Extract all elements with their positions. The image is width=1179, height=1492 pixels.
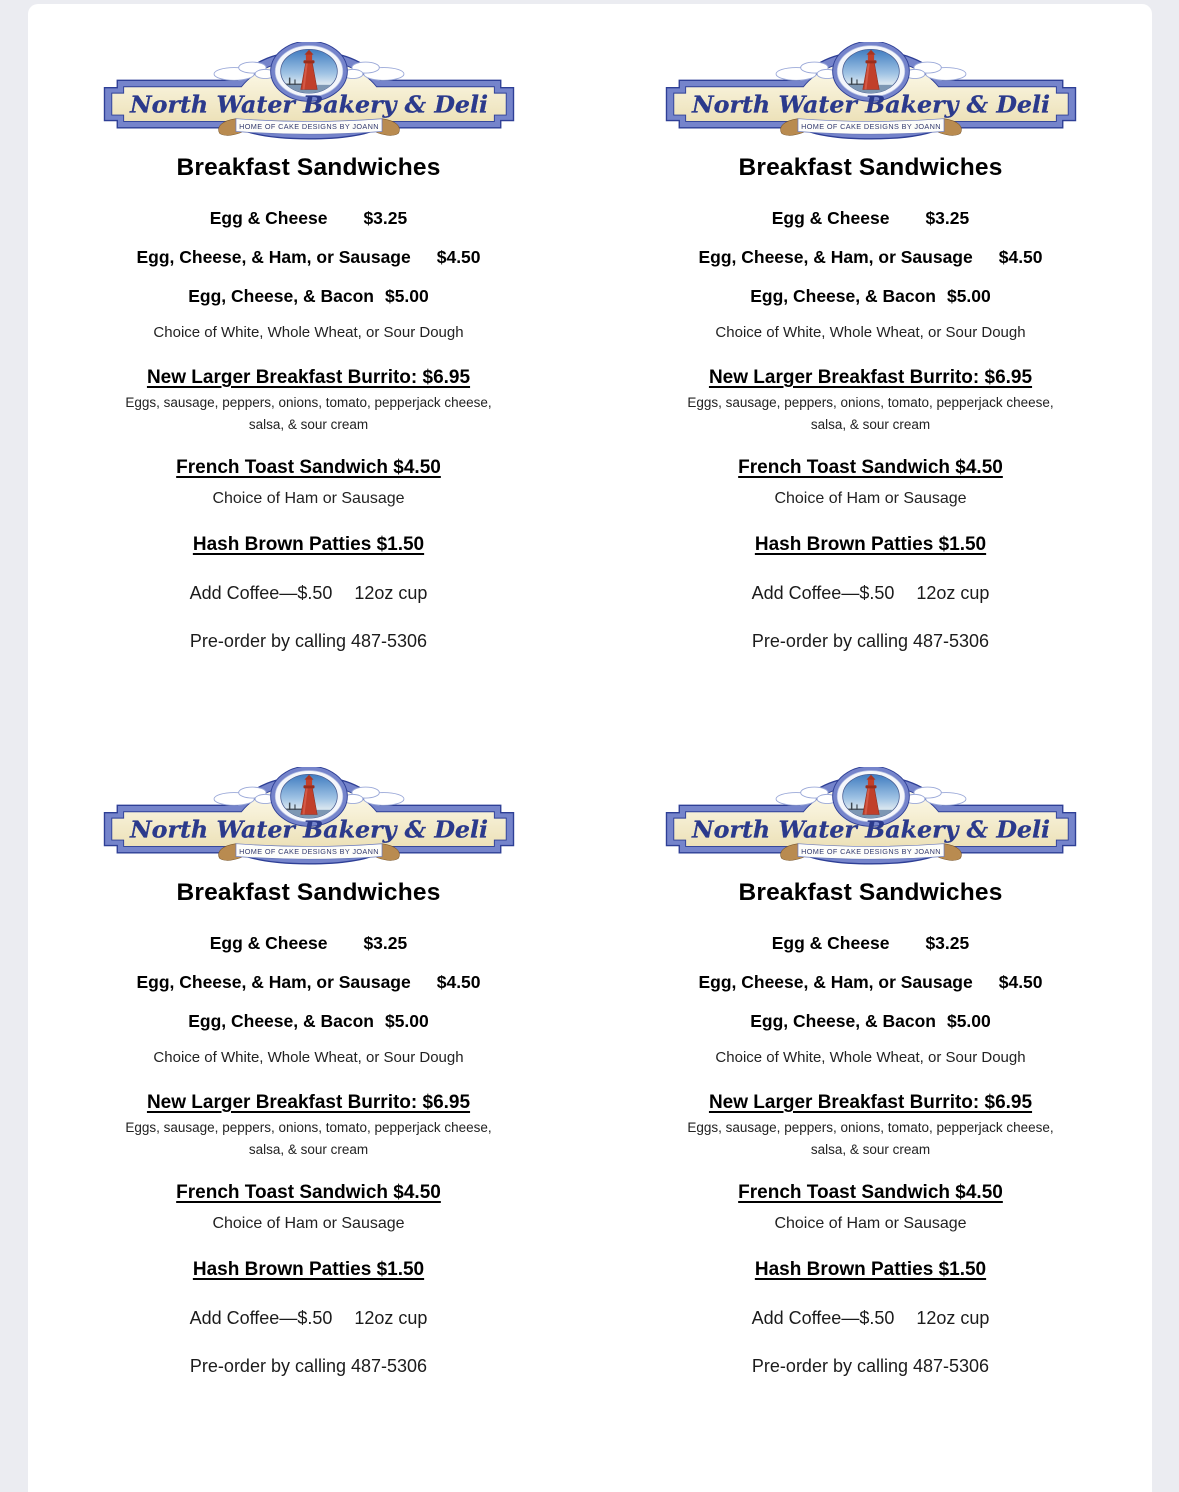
menu-title: Breakfast Sandwiches [176,154,441,181]
coffee-line [69,582,549,604]
brand-name: North Water Bakery & Deli [691,815,1050,844]
preorder-line: Pre-order by calling 487-5306 [189,1356,428,1376]
bread-choice-note: Choice of White, Whole Wheat, or Sour Dough [715,324,1026,341]
menu-item-egg-cheese [631,933,1111,954]
bakery-logo [99,42,519,147]
item-label: Egg & Cheese [771,933,890,953]
item-label: Egg & Cheese [209,208,328,228]
coffee-size: 12oz cup [916,1308,990,1328]
item-label: Egg, Cheese, & Ham, or Sausage [698,247,973,267]
bakery-logo [661,767,1081,872]
brand-tagline: HOME OF CAKE DESIGNS BY JOANN [800,847,941,857]
coffee-label: Add Coffee—$.50 [751,583,895,603]
menu-item-egg-cheese [69,208,549,229]
burrito-description-line2: salsa, & sour cream [248,1142,369,1157]
item-price: $5.00 [384,1011,429,1031]
item-price: $4.50 [998,972,1043,992]
coffee-size: 12oz cup [916,583,990,603]
burrito-description-line2: salsa, & sour cream [810,417,931,432]
item-price: $5.00 [946,1011,991,1031]
hash-brown-heading: Hash Brown Patties $1.50 [754,1259,987,1280]
ribbon-banner [780,844,961,861]
item-price: $4.50 [436,972,481,992]
item-price: $5.00 [946,286,991,306]
bakery-logo-banner [661,42,1081,147]
menu-card [631,42,1111,767]
menu-item-egg-cheese [69,933,549,954]
burrito-description-line1: Eggs, sausage, peppers, onions, tomato, pepperjack cheese, [687,395,1054,410]
item-price: $5.00 [384,286,429,306]
item-label: Egg & Cheese [771,208,890,228]
coffee-line [69,1307,549,1329]
menu-card [631,767,1111,1492]
menu-item-egg-cheese-bacon [69,1011,549,1032]
french-toast-heading: French Toast Sandwich $4.50 [738,457,1003,478]
item-price: $3.25 [363,933,408,953]
coffee-label: Add Coffee—$.50 [189,1308,333,1328]
bakery-logo [661,42,1081,147]
burrito-description-line1: Eggs, sausage, peppers, onions, tomato, pepperjack cheese, [687,1120,1054,1135]
french-toast-description: Choice of Ham or Sausage [774,490,967,507]
french-toast-heading: French Toast Sandwich $4.50 [176,1182,441,1203]
burrito-heading: New Larger Breakfast Burrito: $6.95 [708,1092,1033,1113]
preorder-line: Pre-order by calling 487-5306 [751,631,990,651]
coffee-size: 12oz cup [354,583,428,603]
burrito-description-line1: Eggs, sausage, peppers, onions, tomato, pepperjack cheese, [125,1120,492,1135]
item-label: Egg, Cheese, & Bacon [750,1011,936,1031]
ribbon-banner [780,119,961,136]
brand-name: North Water Bakery & Deli [129,90,488,119]
burrito-description-line1: Eggs, sausage, peppers, onions, tomato, pepperjack cheese, [125,395,492,410]
menu-item-egg-cheese [631,208,1111,229]
item-label: Egg, Cheese, & Ham, or Sausage [136,972,411,992]
burrito-heading: New Larger Breakfast Burrito: $6.95 [146,367,471,388]
menu-item-egg-cheese-bacon [69,286,549,307]
french-toast-description: Choice of Ham or Sausage [212,1215,405,1232]
ribbon-banner [218,119,399,136]
item-label: Egg, Cheese, & Bacon [188,1011,374,1031]
bakery-logo-banner [99,42,519,147]
bread-choice-note: Choice of White, Whole Wheat, or Sour Dough [153,1049,464,1066]
burrito-description-line2: salsa, & sour cream [248,417,369,432]
item-label: Egg, Cheese, & Bacon [750,286,936,306]
item-price: $3.25 [925,933,970,953]
preorder-line: Pre-order by calling 487-5306 [189,631,428,651]
item-label: Egg, Cheese, & Ham, or Sausage [136,247,411,267]
hash-brown-heading: Hash Brown Patties $1.50 [192,534,425,555]
menu-item-egg-cheese-bacon [631,286,1111,307]
item-label: Egg, Cheese, & Bacon [188,286,374,306]
burrito-heading: New Larger Breakfast Burrito: $6.95 [708,367,1033,388]
coffee-line [631,1307,1111,1329]
item-label: Egg, Cheese, & Ham, or Sausage [698,972,973,992]
item-price: $4.50 [436,247,481,267]
brand-name: North Water Bakery & Deli [691,90,1050,119]
burrito-heading: New Larger Breakfast Burrito: $6.95 [146,1092,471,1113]
bakery-logo [99,767,519,872]
french-toast-heading: French Toast Sandwich $4.50 [176,457,441,478]
item-price: $3.25 [363,208,408,228]
bread-choice-note: Choice of White, Whole Wheat, or Sour Dough [715,1049,1026,1066]
bread-choice-note: Choice of White, Whole Wheat, or Sour Dough [153,324,464,341]
coffee-label: Add Coffee—$.50 [751,1308,895,1328]
menu-card [69,767,549,1492]
menu-item-egg-cheese-ham-sausage [69,247,549,268]
menu-card [69,42,549,767]
brand-tagline: HOME OF CAKE DESIGNS BY JOANN [800,122,941,132]
coffee-line [631,582,1111,604]
french-toast-description: Choice of Ham or Sausage [212,490,405,507]
page-grid [28,4,1152,1492]
menu-item-egg-cheese-ham-sausage [631,247,1111,268]
menu-item-egg-cheese-bacon [631,1011,1111,1032]
french-toast-description: Choice of Ham or Sausage [774,1215,967,1232]
bakery-logo-banner [661,767,1081,872]
brand-tagline: HOME OF CAKE DESIGNS BY JOANN [238,122,379,132]
item-price: $4.50 [998,247,1043,267]
french-toast-heading: French Toast Sandwich $4.50 [738,1182,1003,1203]
coffee-size: 12oz cup [354,1308,428,1328]
menu-title: Breakfast Sandwiches [738,154,1003,181]
hash-brown-heading: Hash Brown Patties $1.50 [754,534,987,555]
burrito-description-line2: salsa, & sour cream [810,1142,931,1157]
menu-title: Breakfast Sandwiches [738,879,1003,906]
item-price: $3.25 [925,208,970,228]
menu-item-egg-cheese-ham-sausage [69,972,549,993]
ribbon-banner [218,844,399,861]
menu-title: Breakfast Sandwiches [176,879,441,906]
menu-item-egg-cheese-ham-sausage [631,972,1111,993]
hash-brown-heading: Hash Brown Patties $1.50 [192,1259,425,1280]
coffee-label: Add Coffee—$.50 [189,583,333,603]
brand-name: North Water Bakery & Deli [129,815,488,844]
brand-tagline: HOME OF CAKE DESIGNS BY JOANN [238,847,379,857]
item-label: Egg & Cheese [209,933,328,953]
preorder-line: Pre-order by calling 487-5306 [751,1356,990,1376]
bakery-logo-banner [99,767,519,872]
